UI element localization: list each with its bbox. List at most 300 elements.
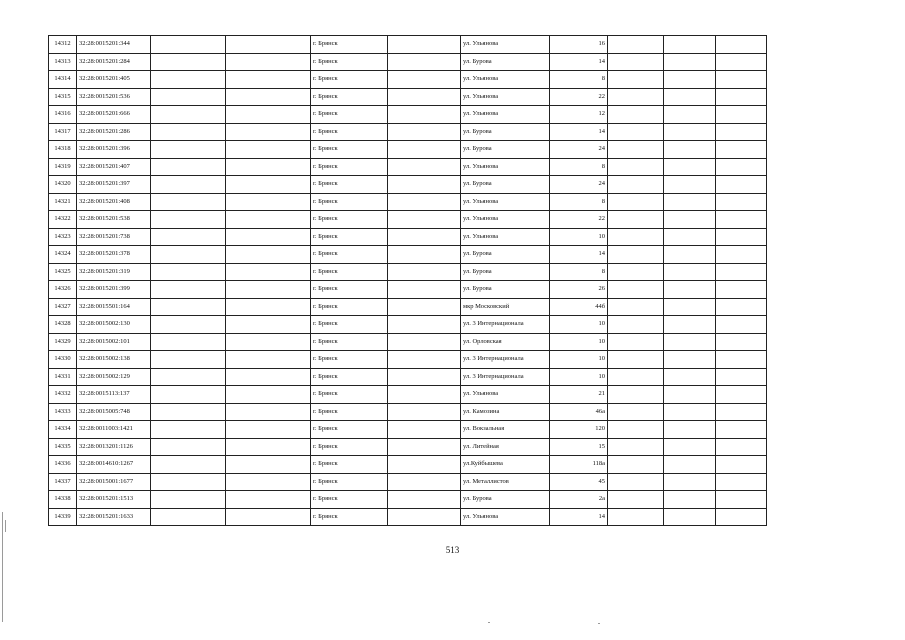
empty-cell — [716, 508, 767, 526]
empty-cell — [226, 36, 311, 54]
house-number-cell: 10 — [550, 333, 608, 351]
empty-cell — [151, 228, 226, 246]
empty-cell — [664, 281, 716, 299]
empty-cell — [664, 228, 716, 246]
cadastral-number-cell: 32:28:0015201:344 — [77, 36, 151, 54]
empty-cell — [151, 176, 226, 194]
city-cell: г. Брянск — [311, 491, 388, 509]
row-number-cell: 14319 — [49, 158, 77, 176]
city-cell: г. Брянск — [311, 456, 388, 474]
empty-cell — [151, 438, 226, 456]
empty-cell — [388, 386, 461, 404]
street-cell: ул. Бурова — [461, 53, 550, 71]
row-number-cell: 14329 — [49, 333, 77, 351]
city-cell: г. Брянск — [311, 158, 388, 176]
empty-cell — [716, 193, 767, 211]
table-row — [49, 351, 767, 369]
row-number-cell: 14315 — [49, 88, 77, 106]
table-row — [49, 211, 767, 229]
row-number-cell: 14318 — [49, 141, 77, 159]
empty-cell — [226, 176, 311, 194]
empty-cell — [716, 263, 767, 281]
cadastral-number-cell: 32:28:0015201:284 — [77, 53, 151, 71]
street-cell: ул. 3 Интернационала — [461, 368, 550, 386]
table-row — [49, 158, 767, 176]
empty-cell — [664, 211, 716, 229]
scan-edge-mark — [2, 512, 3, 622]
city-cell: г. Брянск — [311, 106, 388, 124]
empty-cell — [608, 36, 664, 54]
empty-cell — [151, 193, 226, 211]
empty-cell — [226, 228, 311, 246]
empty-cell — [388, 403, 461, 421]
house-number-cell: 118а — [550, 456, 608, 474]
city-cell: г. Брянск — [311, 88, 388, 106]
house-number-cell: 10 — [550, 316, 608, 334]
cadastral-number-cell: 32:28:0015201:319 — [77, 263, 151, 281]
empty-cell — [664, 176, 716, 194]
city-cell: г. Брянск — [311, 281, 388, 299]
scan-edge-mark — [598, 623, 600, 624]
empty-cell — [716, 36, 767, 54]
street-cell: ул. Бурова — [461, 123, 550, 141]
house-number-cell: 26 — [550, 281, 608, 299]
empty-cell — [226, 71, 311, 89]
empty-cell — [151, 106, 226, 124]
empty-cell — [664, 141, 716, 159]
empty-cell — [716, 316, 767, 334]
cadastral-number-cell: 32:28:0015201:666 — [77, 106, 151, 124]
empty-cell — [226, 141, 311, 159]
empty-cell — [388, 36, 461, 54]
house-number-cell: 8 — [550, 263, 608, 281]
empty-cell — [608, 228, 664, 246]
house-number-cell: 8 — [550, 71, 608, 89]
table-row — [49, 456, 767, 474]
empty-cell — [608, 106, 664, 124]
empty-cell — [151, 71, 226, 89]
cadastral-number-cell: 32:28:0015002:101 — [77, 333, 151, 351]
table-row — [49, 333, 767, 351]
empty-cell — [716, 106, 767, 124]
street-cell: ул. Ульянова — [461, 193, 550, 211]
empty-cell — [608, 211, 664, 229]
row-number-cell: 14338 — [49, 491, 77, 509]
table-row — [49, 281, 767, 299]
empty-cell — [608, 246, 664, 264]
empty-cell — [716, 246, 767, 264]
empty-cell — [664, 333, 716, 351]
cadastral-number-cell: 32:28:0015005:748 — [77, 403, 151, 421]
empty-cell — [716, 473, 767, 491]
empty-cell — [664, 403, 716, 421]
empty-cell — [388, 263, 461, 281]
empty-cell — [664, 456, 716, 474]
empty-cell — [664, 491, 716, 509]
empty-cell — [226, 456, 311, 474]
street-cell: ул. Ульянова — [461, 88, 550, 106]
empty-cell — [388, 88, 461, 106]
empty-cell — [664, 298, 716, 316]
empty-cell — [716, 228, 767, 246]
empty-cell — [151, 368, 226, 386]
house-number-cell: 15 — [550, 438, 608, 456]
empty-cell — [388, 298, 461, 316]
city-cell: г. Брянск — [311, 386, 388, 404]
empty-cell — [388, 53, 461, 71]
empty-cell — [664, 386, 716, 404]
empty-cell — [664, 36, 716, 54]
row-number-cell: 14323 — [49, 228, 77, 246]
empty-cell — [151, 298, 226, 316]
street-cell: ул. Ульянова — [461, 71, 550, 89]
empty-cell — [664, 263, 716, 281]
cadastral-number-cell: 32:28:0015201:536 — [77, 88, 151, 106]
empty-cell — [664, 193, 716, 211]
empty-cell — [151, 473, 226, 491]
table-row — [49, 491, 767, 509]
city-cell: г. Брянск — [311, 473, 388, 491]
empty-cell — [226, 53, 311, 71]
house-number-cell: 14 — [550, 246, 608, 264]
house-number-cell: 21 — [550, 386, 608, 404]
row-number-cell: 14316 — [49, 106, 77, 124]
empty-cell — [608, 456, 664, 474]
city-cell: г. Брянск — [311, 333, 388, 351]
table-body — [49, 36, 767, 526]
empty-cell — [388, 281, 461, 299]
street-cell: ул. Камозина — [461, 403, 550, 421]
city-cell: г. Брянск — [311, 211, 388, 229]
house-number-cell: 10 — [550, 228, 608, 246]
row-number-cell: 14337 — [49, 473, 77, 491]
empty-cell — [664, 316, 716, 334]
empty-cell — [716, 298, 767, 316]
empty-cell — [151, 491, 226, 509]
cadastral-number-cell: 32:28:0015201:396 — [77, 141, 151, 159]
empty-cell — [388, 316, 461, 334]
empty-cell — [388, 368, 461, 386]
table-row — [49, 508, 767, 526]
row-number-cell: 14327 — [49, 298, 77, 316]
city-cell: г. Брянск — [311, 36, 388, 54]
cadastral-number-cell: 32:28:0015501:164 — [77, 298, 151, 316]
house-number-cell: 45 — [550, 473, 608, 491]
empty-cell — [226, 438, 311, 456]
cadastral-number-cell: 32:28:0014610:1267 — [77, 456, 151, 474]
empty-cell — [151, 351, 226, 369]
empty-cell — [664, 438, 716, 456]
empty-cell — [608, 386, 664, 404]
row-number-cell: 14332 — [49, 386, 77, 404]
empty-cell — [716, 53, 767, 71]
empty-cell — [608, 421, 664, 439]
cadastral-number-cell: 32:28:0015201:408 — [77, 193, 151, 211]
empty-cell — [226, 211, 311, 229]
city-cell: г. Брянск — [311, 263, 388, 281]
empty-cell — [226, 421, 311, 439]
cadastral-number-cell: 32:28:0015201:405 — [77, 71, 151, 89]
street-cell: ул. Бурова — [461, 141, 550, 159]
empty-cell — [388, 211, 461, 229]
empty-cell — [716, 176, 767, 194]
empty-cell — [226, 123, 311, 141]
cadastral-number-cell: 32:28:0015002:129 — [77, 368, 151, 386]
house-number-cell: 44б — [550, 298, 608, 316]
house-number-cell: 22 — [550, 211, 608, 229]
empty-cell — [151, 263, 226, 281]
empty-cell — [664, 508, 716, 526]
street-cell: ул. Ульянова — [461, 158, 550, 176]
empty-cell — [664, 246, 716, 264]
empty-cell — [226, 193, 311, 211]
empty-cell — [664, 88, 716, 106]
street-cell: ул. Ульянова — [461, 386, 550, 404]
table-row — [49, 421, 767, 439]
empty-cell — [151, 246, 226, 264]
empty-cell — [388, 333, 461, 351]
table-row — [49, 316, 767, 334]
table-row — [49, 298, 767, 316]
empty-cell — [151, 211, 226, 229]
empty-cell — [388, 246, 461, 264]
empty-cell — [388, 123, 461, 141]
table-row — [49, 71, 767, 89]
empty-cell — [388, 141, 461, 159]
empty-cell — [151, 53, 226, 71]
empty-cell — [664, 368, 716, 386]
city-cell: г. Брянск — [311, 508, 388, 526]
empty-cell — [608, 368, 664, 386]
cadastral-number-cell: 32:28:0015113:137 — [77, 386, 151, 404]
empty-cell — [226, 386, 311, 404]
empty-cell — [664, 106, 716, 124]
table-row — [49, 403, 767, 421]
empty-cell — [608, 281, 664, 299]
empty-cell — [151, 403, 226, 421]
house-number-cell: 14 — [550, 508, 608, 526]
house-number-cell: 12 — [550, 106, 608, 124]
empty-cell — [608, 351, 664, 369]
table-row — [49, 386, 767, 404]
empty-cell — [664, 71, 716, 89]
empty-cell — [608, 141, 664, 159]
empty-cell — [226, 368, 311, 386]
street-cell: ул. Бурова — [461, 176, 550, 194]
cadastral-number-cell: 32:28:0013201:1126 — [77, 438, 151, 456]
row-number-cell: 14333 — [49, 403, 77, 421]
house-number-cell: 10 — [550, 351, 608, 369]
table-row — [49, 438, 767, 456]
empty-cell — [608, 316, 664, 334]
empty-cell — [388, 456, 461, 474]
empty-cell — [226, 473, 311, 491]
empty-cell — [716, 71, 767, 89]
cadastral-number-cell: 32:28:0015002:138 — [77, 351, 151, 369]
empty-cell — [151, 36, 226, 54]
street-cell: ул. Бурова — [461, 281, 550, 299]
empty-cell — [388, 508, 461, 526]
empty-cell — [608, 53, 664, 71]
scan-edge-mark — [488, 622, 490, 623]
street-cell: ул. Бурова — [461, 491, 550, 509]
street-cell: ул. Ульянова — [461, 36, 550, 54]
empty-cell — [151, 456, 226, 474]
house-number-cell: 8 — [550, 158, 608, 176]
street-cell: ул. Бурова — [461, 246, 550, 264]
table-row — [49, 36, 767, 54]
empty-cell — [664, 123, 716, 141]
empty-cell — [388, 158, 461, 176]
table-row — [49, 473, 767, 491]
empty-cell — [151, 421, 226, 439]
city-cell: г. Брянск — [311, 421, 388, 439]
street-cell: ул.Куйбышева — [461, 456, 550, 474]
city-cell: г. Брянск — [311, 71, 388, 89]
street-cell: ул. Орловская — [461, 333, 550, 351]
empty-cell — [664, 421, 716, 439]
empty-cell — [151, 316, 226, 334]
empty-cell — [608, 158, 664, 176]
row-number-cell: 14328 — [49, 316, 77, 334]
empty-cell — [226, 403, 311, 421]
table-row — [49, 88, 767, 106]
empty-cell — [716, 281, 767, 299]
city-cell: г. Брянск — [311, 316, 388, 334]
scan-edge-mark — [5, 520, 6, 532]
street-cell: ул. Литейная — [461, 438, 550, 456]
empty-cell — [716, 333, 767, 351]
cadastral-number-cell: 32:28:0015002:130 — [77, 316, 151, 334]
table-row — [49, 123, 767, 141]
table-row — [49, 141, 767, 159]
cadastral-number-cell: 32:28:0015201:407 — [77, 158, 151, 176]
city-cell: г. Брянск — [311, 298, 388, 316]
empty-cell — [388, 228, 461, 246]
empty-cell — [716, 491, 767, 509]
empty-cell — [388, 193, 461, 211]
empty-cell — [388, 473, 461, 491]
empty-cell — [608, 508, 664, 526]
house-number-cell: 120 — [550, 421, 608, 439]
street-cell: ул. Ульянова — [461, 228, 550, 246]
city-cell: г. Брянск — [311, 53, 388, 71]
city-cell: г. Брянск — [311, 438, 388, 456]
cadastral-number-cell: 32:28:0015001:1677 — [77, 473, 151, 491]
street-cell: ул. 3 Интернационала — [461, 351, 550, 369]
empty-cell — [151, 123, 226, 141]
empty-cell — [151, 88, 226, 106]
city-cell: г. Брянск — [311, 141, 388, 159]
cadastral-number-cell: 32:28:0015201:1633 — [77, 508, 151, 526]
row-number-cell: 14322 — [49, 211, 77, 229]
table-row — [49, 176, 767, 194]
street-cell: ул. Ульянова — [461, 106, 550, 124]
table-row — [49, 193, 767, 211]
empty-cell — [226, 281, 311, 299]
house-number-cell: 14 — [550, 53, 608, 71]
empty-cell — [226, 316, 311, 334]
city-cell: г. Брянск — [311, 193, 388, 211]
street-cell: мкр Московский — [461, 298, 550, 316]
cadastral-number-cell: 32:28:0015201:399 — [77, 281, 151, 299]
empty-cell — [608, 403, 664, 421]
empty-cell — [716, 88, 767, 106]
street-cell: ул. Ульянова — [461, 211, 550, 229]
empty-cell — [388, 71, 461, 89]
row-number-cell: 14339 — [49, 508, 77, 526]
empty-cell — [226, 88, 311, 106]
house-number-cell: 8 — [550, 193, 608, 211]
table-row — [49, 106, 767, 124]
empty-cell — [608, 298, 664, 316]
house-number-cell: 10 — [550, 368, 608, 386]
empty-cell — [388, 351, 461, 369]
empty-cell — [608, 263, 664, 281]
city-cell: г. Брянск — [311, 368, 388, 386]
page-number: 513 — [445, 545, 460, 555]
empty-cell — [664, 53, 716, 71]
city-cell: г. Брянск — [311, 123, 388, 141]
empty-cell — [151, 386, 226, 404]
row-number-cell: 14336 — [49, 456, 77, 474]
table-row — [49, 246, 767, 264]
empty-cell — [608, 193, 664, 211]
empty-cell — [608, 88, 664, 106]
empty-cell — [716, 351, 767, 369]
row-number-cell: 14320 — [49, 176, 77, 194]
empty-cell — [226, 263, 311, 281]
city-cell: г. Брянск — [311, 228, 388, 246]
cadastral-number-cell: 32:28:0015201:538 — [77, 211, 151, 229]
empty-cell — [608, 176, 664, 194]
empty-cell — [716, 211, 767, 229]
empty-cell — [716, 438, 767, 456]
empty-cell — [151, 508, 226, 526]
empty-cell — [608, 473, 664, 491]
empty-cell — [226, 246, 311, 264]
house-number-cell: 24 — [550, 141, 608, 159]
registry-table — [48, 35, 767, 526]
cadastral-number-cell: 32:28:0015201:1513 — [77, 491, 151, 509]
house-number-cell: 22 — [550, 88, 608, 106]
empty-cell — [608, 438, 664, 456]
row-number-cell: 14314 — [49, 71, 77, 89]
row-number-cell: 14325 — [49, 263, 77, 281]
empty-cell — [151, 141, 226, 159]
empty-cell — [608, 123, 664, 141]
empty-cell — [664, 473, 716, 491]
empty-cell — [226, 333, 311, 351]
empty-cell — [608, 491, 664, 509]
cadastral-number-cell: 32:28:0011003:1421 — [77, 421, 151, 439]
house-number-cell: 24 — [550, 176, 608, 194]
city-cell: г. Брянск — [311, 403, 388, 421]
cadastral-number-cell: 32:28:0015201:738 — [77, 228, 151, 246]
row-number-cell: 14335 — [49, 438, 77, 456]
empty-cell — [664, 158, 716, 176]
house-number-cell: 46а — [550, 403, 608, 421]
empty-cell — [226, 298, 311, 316]
table-row — [49, 53, 767, 71]
empty-cell — [664, 351, 716, 369]
table-row — [49, 368, 767, 386]
row-number-cell: 14324 — [49, 246, 77, 264]
empty-cell — [716, 141, 767, 159]
empty-cell — [226, 491, 311, 509]
empty-cell — [716, 368, 767, 386]
row-number-cell: 14330 — [49, 351, 77, 369]
